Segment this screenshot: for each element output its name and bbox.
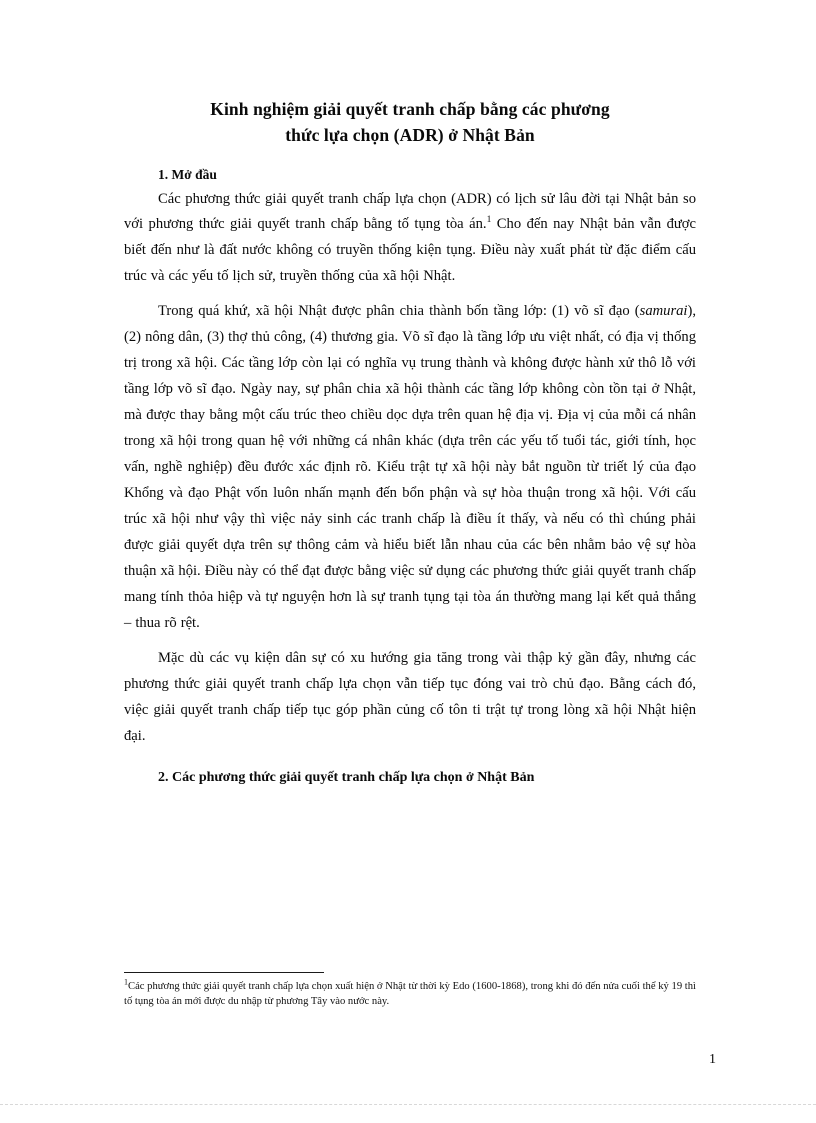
- paragraph-2: [124, 299, 696, 637]
- paragraph-2-italic-term: samurai: [639, 303, 688, 320]
- paragraph-1: [124, 187, 696, 291]
- title-line-2: thức lựa chọn (ADR) ở Nhật Bản: [285, 125, 535, 146]
- paragraph-3: [124, 646, 696, 750]
- page-bottom-edge: [0, 1104, 816, 1106]
- paragraph-2-text-a: Trong quá khứ, xã hội Nhật được phân chia thành bốn tầng lớp: (1) võ sĩ đạo (: [158, 303, 640, 320]
- page-number: 1: [709, 1052, 716, 1067]
- footnote-separator: [124, 972, 324, 973]
- footnote-area: [124, 972, 696, 1010]
- paragraph-2-text-b: ), (2) nông dân, (3) thợ thủ công, (4) thương gia. Võ sĩ đạo là tầng lớp ưu việt nhất, có địa vị thống trị trong xã hội. Các tầng lớp còn lại có nghĩa vụ trung thành và không được hành xử thô lỗ với tầng lớp võ sĩ đạo. Ngày nay, sự phân chia xã hội thành các tầng lớp không còn tồn tại ở Nhật, mà được thay bằng một cấu trúc theo chiều dọc dựa trên quan hệ địa vị. Địa vị của mỗi cá nhân trong xã hội trong quan hệ với những cá nhân khác (dựa trên các yếu tố tuổi tác, giới tính, học vấn, nghề nghiệp) đều đước xác định rõ. Kiểu trật tự xã hội này bắt nguồn từ triết lý của đạo Khổng và đạo Phật vốn luôn nhấn mạnh đến bổn phận và sự hòa thuận trong xã hội. Với cấu trúc xã hội như vậy thì việc nảy sinh các tranh chấp là điều ít thấy, và nếu có thì chúng phải được giải quyết dựa trên sự thông cảm và hiểu biết lẫn nhau của các bên nhằm bảo vệ sự hòa thuận xã hội. Điều này có thể đạt được bằng việc sử dụng các phương thức giải quyết tranh chấp mang tính thỏa hiệp và tự nguyện hơn là sự tranh tụng tại tòa án thường mang lại kết quả thắng – thua rõ rệt.: [124, 303, 696, 631]
- footnote-1: [124, 979, 696, 1010]
- footnote-reference-1[interactable]: 1: [486, 215, 492, 226]
- section-heading-mo-dau: 1. Mở đầu: [158, 166, 217, 182]
- page-title: [124, 96, 696, 149]
- paragraph-1-text-b: Cho đến nay Nhật bản vẫn được biết đến như là đất nước không có truyền thống kiện tụng. Điều này xuất phát từ đặc điểm cấu trúc và các yếu tố lịch sử, truyền thống của xã hội Nhật.: [124, 216, 696, 285]
- footnote-marker: 1: [124, 977, 128, 987]
- section-heading-cac-phuong-thuc: 2. Các phương thức giải quyết tranh chấp lựa chọn ở Nhật Bản: [158, 769, 535, 785]
- footnote-1-text: Các phương thức giải quyết tranh chấp lựa chọn xuất hiện ở Nhật từ thời kỳ Edo (1600-1868), trong khi đó đến nửa cuối thể kỷ 19 thì tố tụng tòa án mới được du nhập từ phương Tây vào nước này.: [124, 981, 696, 1008]
- document-body: [124, 96, 696, 790]
- title-line-1: Kinh nghiệm giải quyết tranh chấp bằng các phương: [210, 99, 610, 119]
- paragraph-1-text-a: Các phương thức giải quyết tranh chấp lựa chọn (ADR) có lịch sử lâu đời tại Nhật bản so với phương thức giải quyết tranh chấp bằng tố tụng tòa án.: [124, 190, 696, 233]
- paragraph-3-text: Mặc dù các vụ kiện dân sự có xu hướng gia tăng trong vài thập kỷ gần đây, nhưng các phương thức giải quyết tranh chấp lựa chọn vẫn tiếp tục đóng vai trò chủ đạo. Bằng cách đó, việc giải quyết tranh chấp tiếp tục góp phần củng cố tôn ti trật tự trong lòng xã hội Nhật hiện đại.: [124, 649, 696, 744]
